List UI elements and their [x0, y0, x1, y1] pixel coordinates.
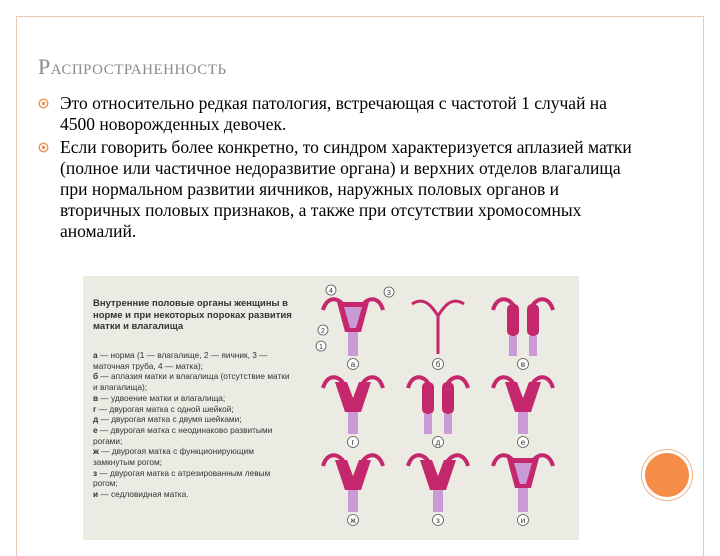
uterus — [505, 382, 541, 412]
legend-key: г — [93, 403, 97, 414]
diagram-label: г — [351, 438, 355, 447]
diagram-label: д — [435, 438, 441, 447]
vagina — [424, 414, 432, 434]
uterus-horn — [422, 382, 434, 414]
legend-item — [93, 404, 293, 415]
decorative-orange-circle — [642, 450, 692, 500]
legend-item — [93, 371, 293, 392]
vagina — [348, 332, 358, 356]
bullet-text: Если говорить более конкретно, то синдром характеризуется аплазией матки (полное или частичное недоразвитие органа) и верхних отделов влагалища при нормальном развитии яичников, наружных половых органов и вторичных половых признаков, а также при отсутствии хромосомных аномалий. — [60, 137, 632, 241]
legend-text: — аплазия матки и влагалища (отсутствие матки и влагалища); — [93, 371, 290, 393]
legend-text: — удвоение матки и влагалища; — [98, 392, 226, 403]
title-divider — [38, 86, 658, 87]
uterus-horn — [507, 304, 519, 336]
bullet-item — [38, 137, 638, 242]
legend-item — [93, 489, 293, 500]
bullet-circle-icon — [38, 142, 49, 153]
legend-item — [93, 393, 293, 404]
uterus — [335, 382, 371, 412]
bullet-list — [38, 93, 638, 244]
vagina — [529, 336, 537, 356]
bullet-circle-icon — [38, 98, 49, 109]
vagina — [348, 490, 358, 512]
legend-key: а — [93, 350, 98, 360]
uterus-horn — [442, 382, 454, 414]
legend-key: д — [93, 414, 99, 425]
legend-text: — двурогая матка с двумя шейками; — [98, 414, 242, 425]
legend-text: — двурогая матка с функционирующим замкнутым рогом; — [93, 446, 254, 468]
diagram-label: и — [520, 516, 526, 525]
vagina — [444, 414, 452, 434]
vagina — [518, 488, 528, 512]
figure-title: Внутренние половые органы женщины в норме и при некоторых пороках развития матки и влагалища — [93, 298, 292, 332]
anatomy-number: 2 — [321, 328, 325, 335]
diagram-label: ж — [350, 516, 356, 525]
uterus — [335, 460, 371, 490]
legend-item — [93, 414, 293, 425]
anatomy-figure — [83, 276, 579, 540]
fallopian-tube — [412, 301, 464, 316]
legend-text: — двурогая матка с неодинаково развитыми рогами; — [93, 424, 273, 446]
vagina — [433, 490, 443, 512]
legend-key: и — [93, 489, 99, 500]
vagina — [509, 336, 517, 356]
legend-key: з — [93, 467, 98, 478]
uterus — [420, 460, 456, 490]
legend-key: в — [93, 392, 99, 403]
legend-text: — двурогая матка с одной шейкой; — [96, 403, 234, 414]
legend-item — [93, 350, 293, 371]
legend-text: — седловидная матка. — [98, 489, 189, 500]
legend-key: ж — [93, 446, 99, 457]
legend-item — [93, 468, 293, 489]
figure-legend — [93, 350, 293, 500]
legend-key: б — [93, 371, 99, 382]
bullet-item — [38, 93, 638, 135]
diagram-label: з — [436, 516, 440, 525]
anatomy-number: 1 — [319, 344, 323, 351]
bullet-text: Это относительно редкая патология, встречающая с частотой 1 случай на 4500 новорожденных девочек. — [60, 93, 607, 134]
diagram-label: а — [350, 360, 356, 369]
slide-title: Распространенность — [38, 54, 227, 79]
legend-item — [93, 446, 293, 467]
diagram-label: е — [520, 438, 526, 447]
legend-item — [93, 425, 293, 446]
vagina — [348, 412, 358, 434]
diagram-label: в — [520, 360, 526, 369]
uterus-horn — [527, 304, 539, 336]
uterus-diagrams — [313, 276, 573, 540]
vagina — [518, 412, 528, 434]
legend-key: е — [93, 424, 98, 435]
anatomy-number: 3 — [387, 290, 391, 297]
anatomy-number: 4 — [329, 288, 333, 295]
legend-text: — двурогая матка с атрезированным левым рогом; — [93, 467, 271, 489]
legend-text: — норма (1 — влагалище, 2 — яичник, 3 — маточная труба, 4 — матка); — [93, 350, 268, 371]
diagram-label: б — [435, 360, 441, 369]
